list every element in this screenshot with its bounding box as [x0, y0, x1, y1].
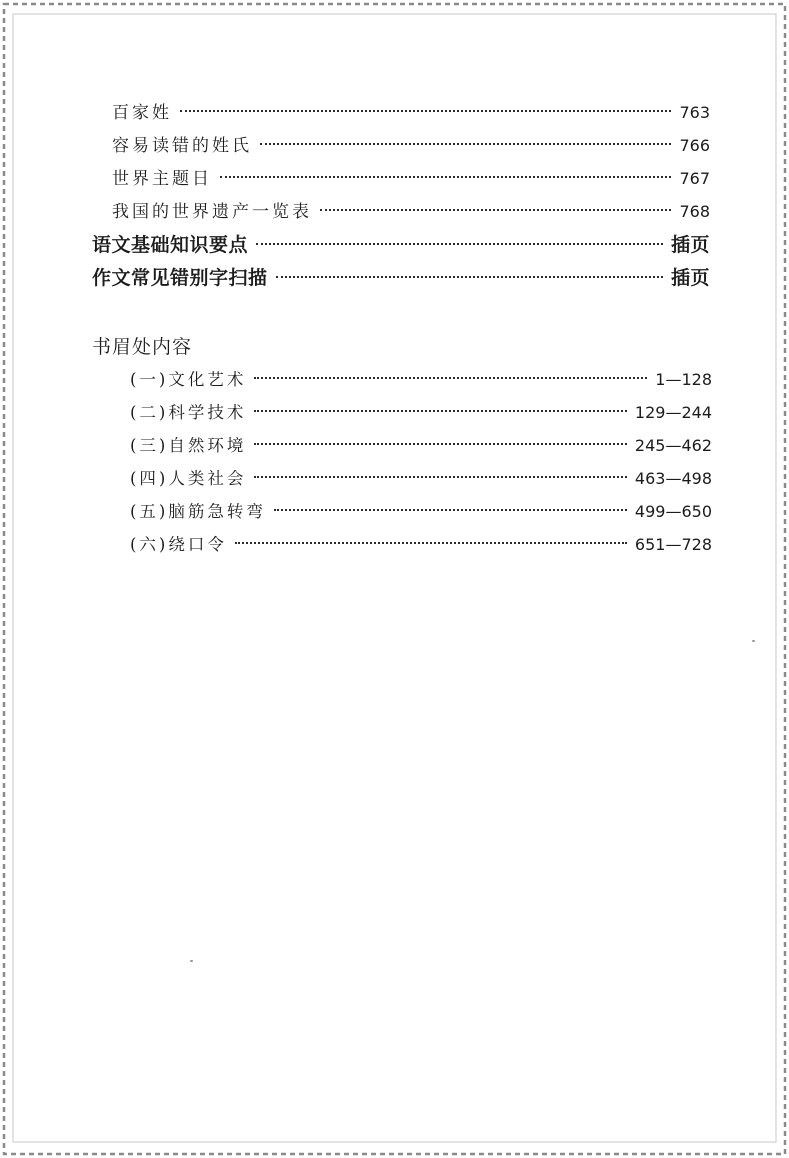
toc-entry[interactable]	[92, 263, 710, 293]
toc-entry-page: 插页	[670, 267, 710, 289]
toc-entry-page: 插页	[670, 234, 710, 256]
dot-leader	[260, 143, 671, 145]
toc-entry-label: 百家姓	[112, 103, 172, 123]
toc-entry[interactable]	[130, 465, 712, 495]
dot-leader	[254, 410, 627, 412]
dot-leader	[180, 110, 671, 112]
toc-entry-label: 世界主题日	[112, 169, 212, 189]
toc-entry-page: 463—498	[634, 469, 712, 488]
dot-leader	[256, 243, 663, 245]
toc-entry[interactable]	[130, 399, 712, 429]
dot-leader	[235, 542, 627, 544]
dot-leader	[276, 276, 663, 278]
toc-entry-label: (四)人类社会	[130, 469, 247, 488]
toc-entry[interactable]	[112, 164, 710, 194]
toc-entry-label: (五)脑筋急转弯	[130, 502, 266, 521]
toc-entry[interactable]	[112, 197, 710, 227]
toc-entry-page: 245—462	[634, 436, 712, 455]
toc-entry[interactable]	[130, 498, 712, 528]
toc-entry-label: 语文基础知识要点	[92, 234, 249, 256]
toc-entry-label: 作文常见错别字扫描	[92, 267, 268, 289]
toc-entry-label: (二)科学技术	[130, 403, 247, 422]
section-title: 书眉处内容	[92, 336, 193, 358]
dot-leader	[254, 443, 627, 445]
dot-leader	[274, 509, 627, 511]
toc-entry-label: (六)绕口令	[130, 535, 227, 554]
toc-entry-label: 容易读错的姓氏	[112, 136, 252, 156]
toc-entry-page: 767	[679, 169, 710, 188]
toc-entry[interactable]	[112, 98, 710, 128]
scan-speck	[752, 640, 755, 642]
toc-entry-label: (一)文化艺术	[130, 370, 247, 389]
toc-entry[interactable]	[112, 131, 710, 161]
toc-entry-page: 763	[679, 103, 710, 122]
toc-entry-page: 651—728	[634, 535, 712, 554]
toc-entry[interactable]	[92, 230, 710, 260]
toc-entry-page: 129—244	[634, 403, 712, 422]
toc-entry[interactable]	[130, 366, 712, 396]
dot-leader	[254, 377, 647, 379]
toc-entry-label: (三)自然环境	[130, 436, 247, 455]
toc-entry[interactable]	[130, 531, 712, 561]
toc-entry-label: 我国的世界遗产一览表	[112, 202, 312, 222]
dot-leader	[254, 476, 627, 478]
dot-leader	[220, 176, 671, 178]
toc-entry-page: 1—128	[655, 370, 712, 389]
toc-entry-page: 768	[679, 202, 710, 221]
toc-entry-page: 766	[679, 136, 710, 155]
toc-entry-page: 499—650	[634, 502, 712, 521]
scan-speck	[190, 960, 193, 962]
dot-leader	[320, 209, 671, 211]
toc-entry[interactable]	[130, 432, 712, 462]
